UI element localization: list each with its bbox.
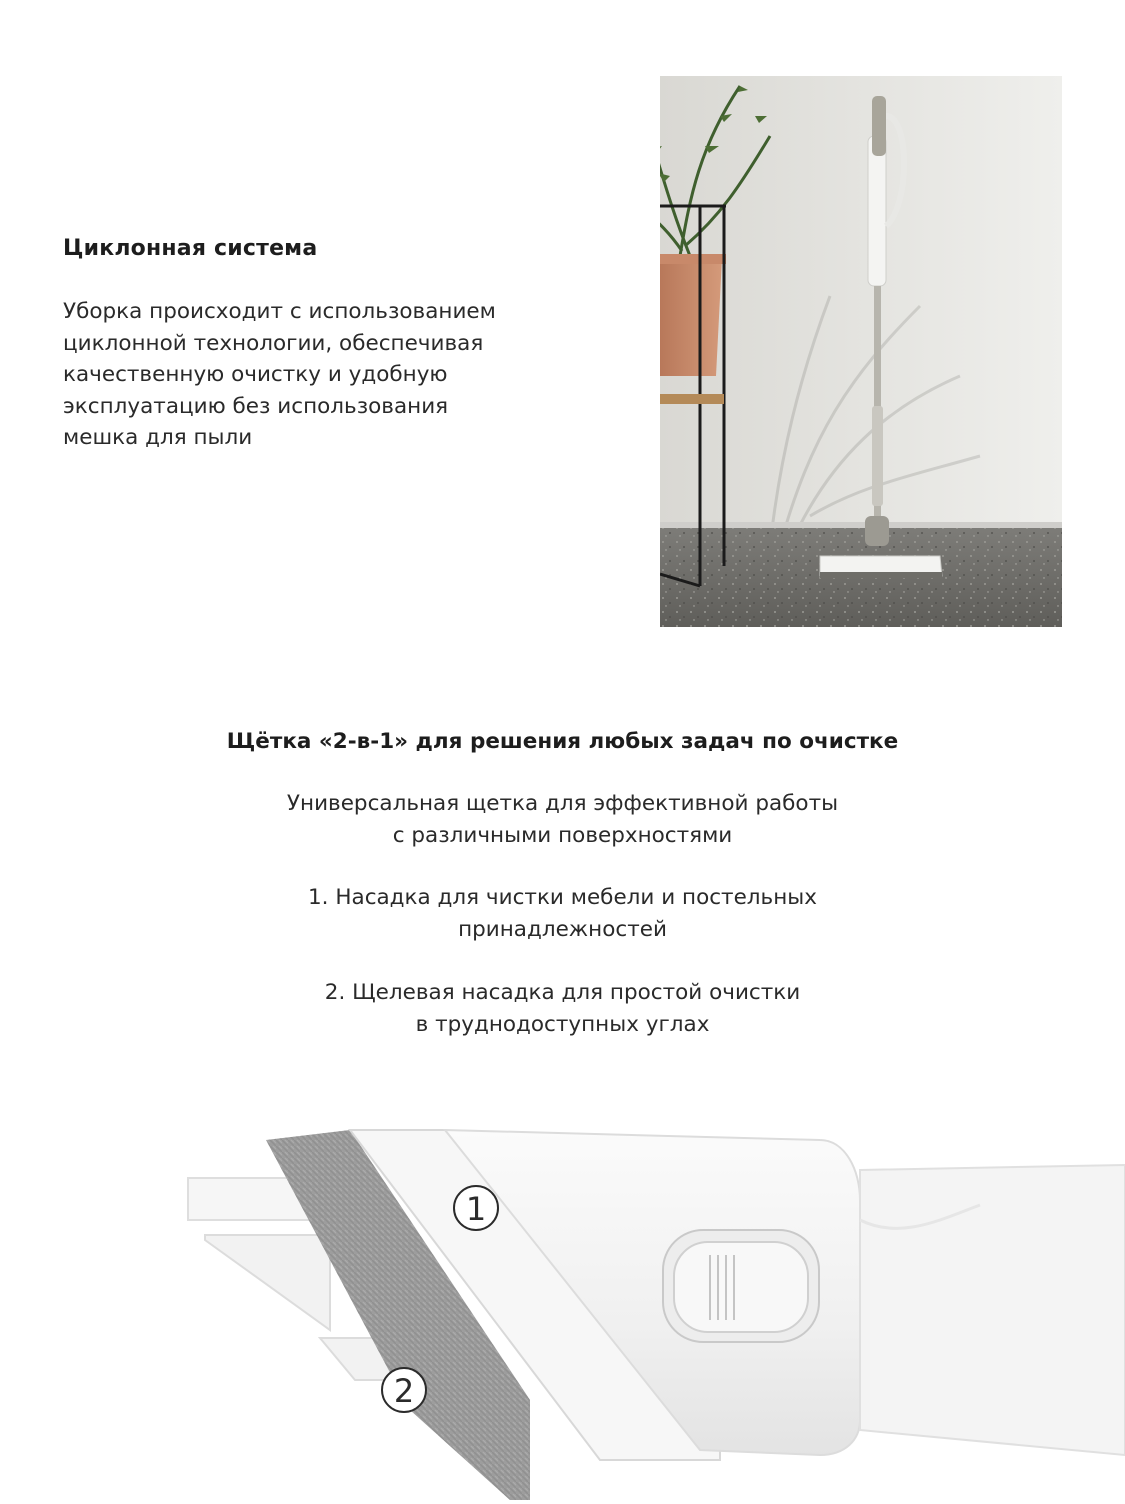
- brush-intro-line: с различными поверхностями: [392, 823, 733, 848]
- brush-item-2: [0, 977, 1125, 1041]
- brush-title: Щётка «2-в-1» для решения любых задач по очистке: [226, 729, 899, 754]
- brush-item-1-line: 1. Насадка для чистки мебели и постельных: [308, 885, 817, 910]
- cyclone-line: мешка для пыли: [63, 425, 253, 450]
- cyclone-line: качественную очистку и удобную: [63, 362, 448, 387]
- brush-item-2-line: в труднодоступных углах: [415, 1012, 710, 1037]
- brush-intro-line: Универсальная щетка для эффективной работы: [286, 791, 839, 816]
- brush-intro: [0, 788, 1125, 852]
- cyclone-line: циклонной технологии, обеспечивая: [63, 330, 484, 356]
- brush-item-1: [0, 882, 1125, 946]
- cyclone-title: Циклонная система: [63, 236, 318, 261]
- cyclone-description: [63, 296, 583, 454]
- vacuum-lifestyle-photo: [660, 76, 1062, 627]
- cyclone-line: эксплуатацию без использования: [63, 393, 449, 419]
- brush-item-1-line: принадлежностей: [458, 917, 667, 942]
- cyclone-line: Уборка происходит с использованием: [63, 299, 496, 324]
- callout-2-label: 2: [393, 1372, 415, 1410]
- callout-1-label: 1: [465, 1190, 487, 1228]
- brush-nozzle-illustration: [180, 1110, 1125, 1500]
- brush-item-2-line: 2. Щелевая насадка для простой очистки: [324, 980, 801, 1005]
